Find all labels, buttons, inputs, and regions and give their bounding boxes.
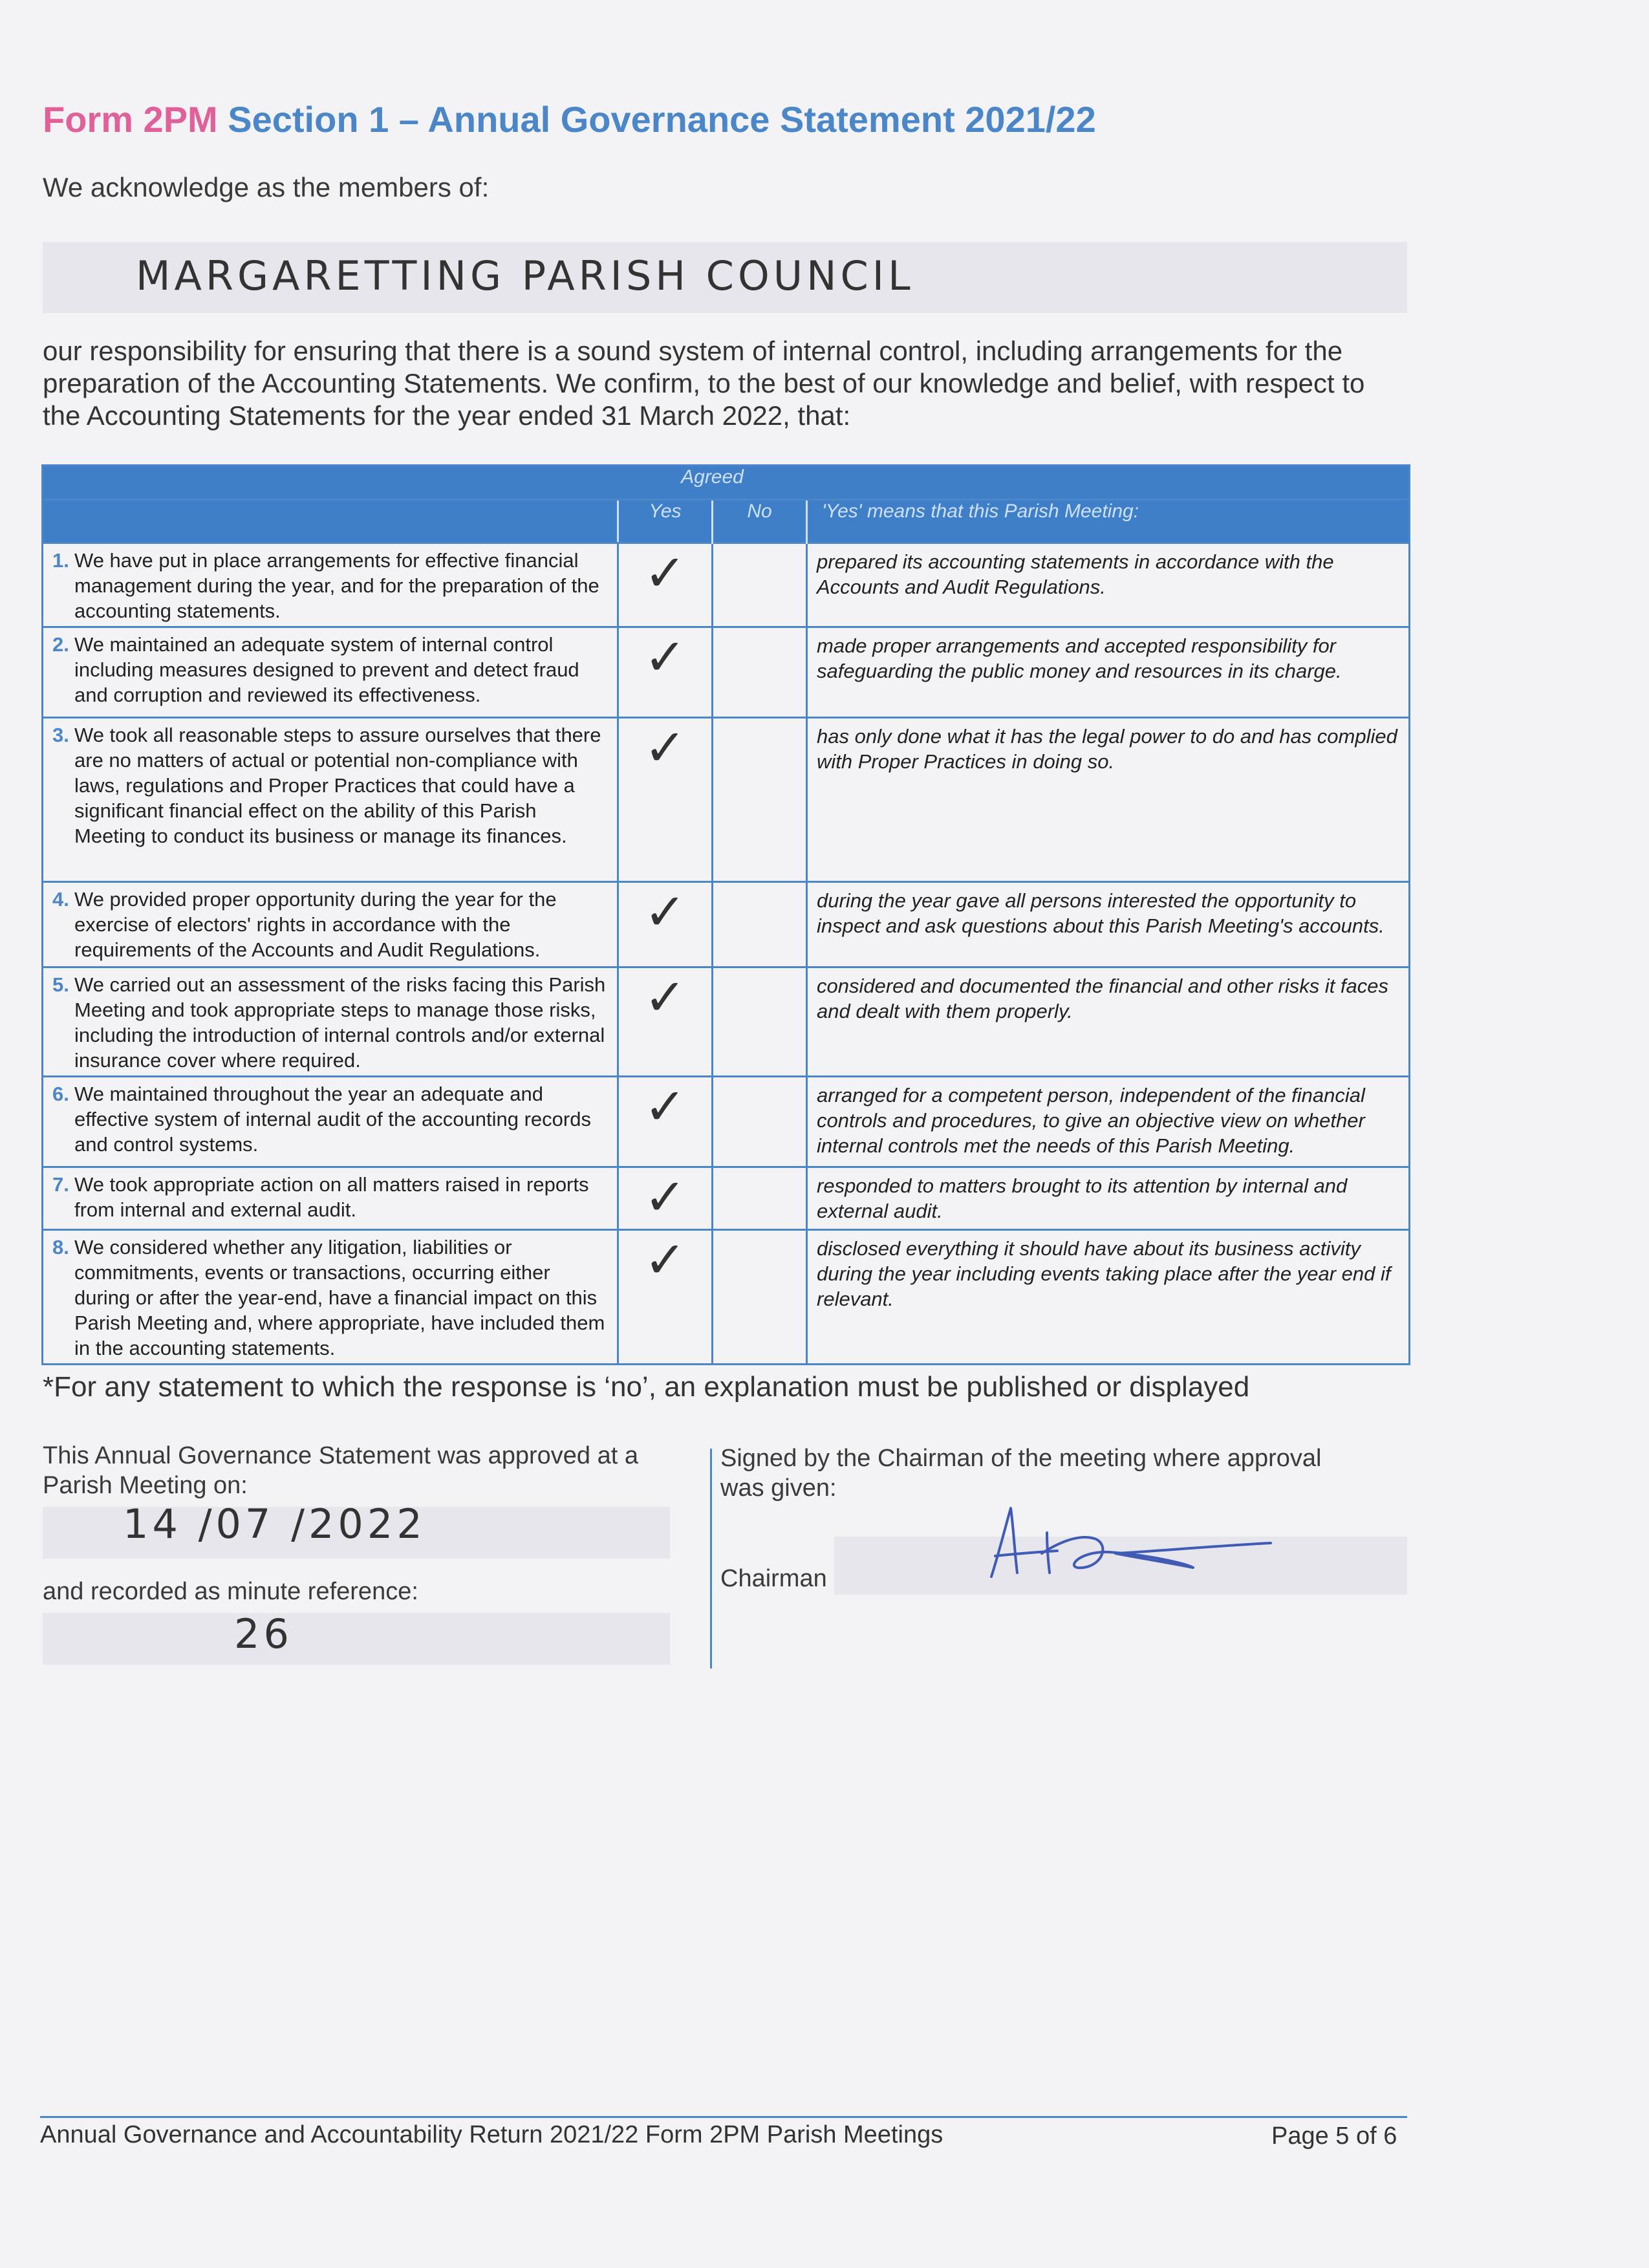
meaning-text: made proper arrangements and accepted responsibility for safeguarding the public money and resources in its charge. — [807, 627, 1410, 718]
row-number: 7. — [52, 1173, 69, 1196]
table-row — [43, 1167, 1410, 1230]
table-row — [43, 627, 1410, 718]
no-checkbox[interactable] — [713, 882, 807, 967]
meaning-text: considered and documented the financial and other risks it faces and dealt with them properly. — [807, 967, 1410, 1077]
means-header: 'Yes' means that this Parish Meeting: — [807, 500, 1410, 543]
check-mark-icon: ✓ — [643, 883, 687, 942]
page-title — [43, 98, 1096, 140]
table-row — [43, 1230, 1410, 1365]
table-header-agreed-row — [43, 466, 1410, 500]
page-number: Page 5 of 6 — [1271, 2122, 1397, 2150]
check-mark-icon: ✓ — [643, 719, 687, 777]
yes-header: Yes — [618, 500, 713, 543]
signed-by-text: Signed by the Chairman of the meeting where approval was given: — [720, 1445, 1322, 1502]
table-row — [43, 718, 1410, 882]
check-mark-icon: ✓ — [643, 629, 687, 687]
statement-text: We maintained throughout the year an adequate and effective system of internal audit of the accounting records and control systems. — [74, 1083, 591, 1156]
statement-text: We have put in place arrangements for effective financial management during the year, and for the preparation of the accounting statements. — [74, 549, 599, 622]
meaning-text: prepared its accounting statements in accordance with the Accounts and Audit Regulations. — [807, 543, 1410, 627]
agreed-header: Agreed — [618, 466, 807, 500]
meaning-text: responded to matters brought to its attention by internal and external audit. — [807, 1167, 1410, 1230]
council-name-handwritten: MARGARETTING PARISH COUNCIL — [136, 252, 914, 299]
table-row — [43, 543, 1410, 627]
statement-text: We considered whether any litigation, liabilities or commitments, events or transactions, occurring either during or after the year-end, have a financial impact on this Parish Meeting and, where appropriate, have included them in the accounting statements. — [74, 1236, 605, 1359]
intro-paragraph: our responsibility for ensuring that there is a sound system of internal control, including arrangements for the preparation of the Accounting Statements. We confirm, to the best of our knowledge and belief, with respect to the Accounting Statements for the year ended 31 March 2022, that: — [43, 336, 1365, 431]
no-header: No — [713, 500, 807, 543]
yes-checkbox[interactable] — [618, 543, 713, 627]
row-number: 4. — [52, 888, 69, 911]
statement-text: We carried out an assessment of the risks facing this Parish Meeting and took appropriate steps to manage those risks, including the introduction of internal controls and/or external insurance cover where required. — [74, 973, 606, 1072]
acknowledge-text: We acknowledge as the members of: — [43, 172, 490, 202]
chairman-label: Chairman — [720, 1565, 827, 1592]
meaning-text: has only done what it has the legal power to do and has complied with Proper Practices in doing so. — [807, 718, 1410, 882]
check-mark-icon: ✓ — [643, 1078, 687, 1136]
check-mark-icon: ✓ — [643, 1231, 687, 1290]
table-row — [43, 1077, 1410, 1167]
no-checkbox[interactable] — [713, 967, 807, 1077]
no-checkbox[interactable] — [713, 543, 807, 627]
table-header-row — [43, 500, 1410, 543]
meaning-text: arranged for a competent person, independent of the financial controls and procedures, to give an objective view on whether internal controls met the needs of this Parish Meeting. — [807, 1077, 1410, 1167]
no-checkbox[interactable] — [713, 1077, 807, 1167]
row-number: 1. — [52, 549, 69, 572]
yes-checkbox[interactable] — [618, 1167, 713, 1230]
row-number: 2. — [52, 633, 69, 656]
approved-at-text: This Annual Governance Statement was approved at a Parish Meeting on: — [43, 1442, 638, 1499]
no-response-note: *For any statement to which the response is ‘no’, an explanation must be published or displayed — [43, 1371, 1250, 1403]
minute-reference-label: and recorded as minute reference: — [43, 1578, 418, 1605]
meaning-text: during the year gave all persons interested the opportunity to inspect and ask questions about this Parish Meeting's accounts. — [807, 882, 1410, 967]
yes-checkbox[interactable] — [618, 967, 713, 1077]
approval-date-handwritten: 14 /07 /2022 — [123, 1500, 426, 1548]
governance-table — [41, 464, 1410, 1365]
no-checkbox[interactable] — [713, 627, 807, 718]
section-title: Section 1 – Annual Governance Statement 2021/22 — [228, 99, 1096, 140]
no-checkbox[interactable] — [713, 1167, 807, 1230]
footer-title: Annual Governance and Accountability Return 2021/22 Form 2PM Parish Meetings — [40, 2121, 943, 2148]
table-row — [43, 882, 1410, 967]
statement-text: We took all reasonable steps to assure ourselves that there are no matters of actual or potential non-compliance with laws, regulations and Proper Practices that could have a significant financial effect on the ability of this Parish Meeting to conduct its business or manage its finances. — [74, 724, 601, 847]
approval-divider — [710, 1449, 712, 1669]
check-mark-icon: ✓ — [643, 1169, 687, 1227]
yes-checkbox[interactable] — [618, 1230, 713, 1365]
footer-rule — [40, 2116, 1407, 2118]
check-mark-icon: ✓ — [643, 969, 687, 1027]
check-mark-icon: ✓ — [643, 545, 687, 603]
row-number: 5. — [52, 973, 69, 996]
statement-text: We maintained an adequate system of internal control including measures designed to prevent and detect fraud and corruption and reviewed its effectiveness. — [74, 633, 579, 706]
row-number: 6. — [52, 1083, 69, 1105]
form-code: Form 2PM — [43, 99, 218, 140]
no-checkbox[interactable] — [713, 1230, 807, 1365]
yes-checkbox[interactable] — [618, 882, 713, 967]
minute-reference-handwritten: 26 — [234, 1610, 293, 1658]
table-row — [43, 967, 1410, 1077]
row-number: 8. — [52, 1236, 69, 1258]
yes-checkbox[interactable] — [618, 1077, 713, 1167]
yes-checkbox[interactable] — [618, 718, 713, 882]
minute-reference-field — [43, 1613, 670, 1665]
chairman-signature — [980, 1500, 1277, 1591]
yes-checkbox[interactable] — [618, 627, 713, 718]
meaning-text: disclosed everything it should have about its business activity during the year including events taking place after the year end if relevant. — [807, 1230, 1410, 1365]
statement-text: We took appropriate action on all matters raised in reports from internal and external audit. — [74, 1173, 589, 1221]
no-checkbox[interactable] — [713, 718, 807, 882]
statement-text: We provided proper opportunity during the year for the exercise of electors' rights in accordance with the requirements of the Accounts and Audit Regulations. — [74, 888, 557, 961]
row-number: 3. — [52, 724, 69, 746]
